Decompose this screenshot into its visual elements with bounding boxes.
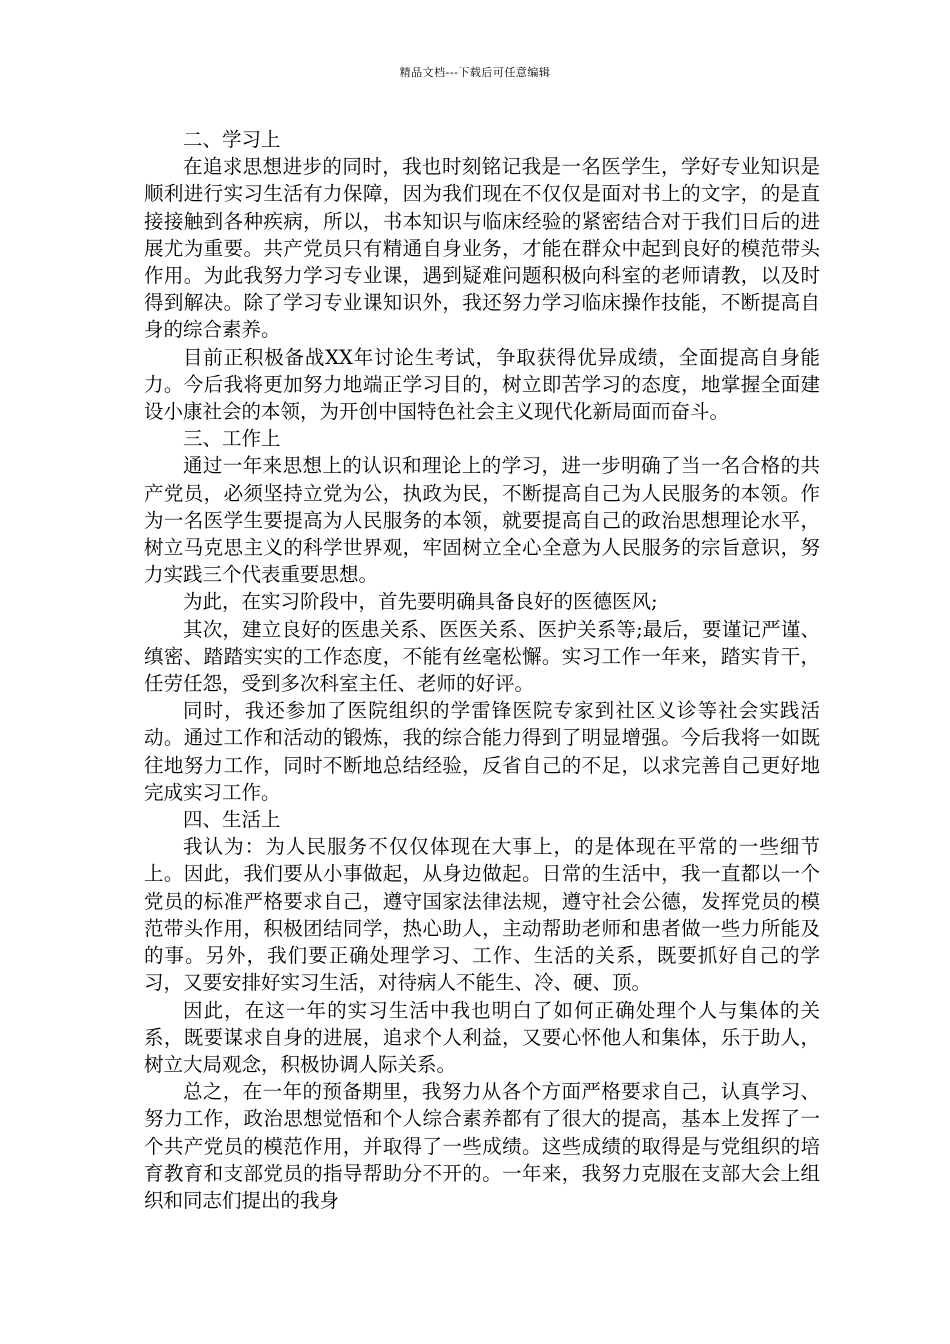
paragraph: 总之，在一年的预备期里，我努力从各个方面严格要求自己，认真学习、努力工作，政治思想觉悟和个人综合素养都有了很大的提高，基本上发挥了一个共产党员的模范作用，并取得了一些成绩。这些成绩的取得是与党组织的培育教育和支部党员的指导帮助分不开的。一年来，我努力克服在支部大会上组织和同志们提出的我身 bbox=[144, 1080, 820, 1212]
paragraph: 我认为：为人民服务不仅仅体现在大事上，的是体现在平常的一些细节上。因此，我们要从小事做起，从身边做起。日常的生活中，我一直都以一个党员的标准严格要求自己，遵守国家法律法规，遵守社会公德，发挥党员的模范带头作用，积极团结同学，热心助人，主动帮助老师和患者做一些力所能及的事。另外，我们要正确处理学习、工作、生活的关系，既要抓好自己的学习，又要安排好实习生活，对待病人不能生、冷、硬、顶。 bbox=[144, 835, 820, 995]
section-heading-study: 二、学习上 bbox=[183, 128, 281, 151]
paragraph: 同时，我还参加了医院组织的学雷锋医院专家到社区义诊等社会实践活动。通过工作和活动的锻炼，我的综合能力得到了明显增强。今后我将一如既往地努力工作，同时不断地总结经验，反省自己的不足，以求完善自己更好地完成实习工作。 bbox=[144, 699, 820, 804]
paragraph: 在追求思想进步的同时，我也时刻铭记我是一名医学生，学好专业知识是顺利进行实习生活有力保障，因为我们现在不仅仅是面对书上的文字，的是直接接触到各种疾病，所以，书本知识与临床经验的紧密结合对于我们日后的进展尤为重要。共产党员只有精通自身业务，才能在群众中起到良好的模范带头作用。为此我努力学习专业课，遇到疑难问题积极向科室的老师请教，以及时得到解决。除了学习专业课知识外，我还努力学习临床操作技能，不断提高自身的综合素养。 bbox=[144, 155, 820, 342]
paragraph: 目前正积极备战XX年讨论生考试，争取获得优异成绩，全面提高自身能力。今后我将更加努力地端正学习目的，树立即苦学习的态度，地掌握全面建设小康社会的本领，为开创中国特色社会主义现代化新局面而奋斗。 bbox=[144, 345, 820, 424]
section-heading-life: 四、生活上 bbox=[183, 808, 281, 832]
paragraph: 为此，在实习阶段中，首先要明确具备良好的医德医风; bbox=[183, 590, 658, 614]
paragraph: 通过一年来思想上的认识和理论上的学习，进一步明确了当一名合格的共产党员，必须坚持立党为公，执政为民，不断提高自己为人民服务的本领。作为一名医学生要提高为人民服务的本领，就要提高自己的政治思想理论水平，树立马克思主义的科学世界观，牢固树立全心全意为人民服务的宗旨意识，努力实践三个代表重要思想。 bbox=[144, 454, 820, 587]
paragraph: 因此，在这一年的实习生活中我也明白了如何正确处理个人与集体的关系，既要谋求自身的进展，追求个人利益，又要心怀他人和集体，乐于助人，树立大局观念，积极协调人际关系。 bbox=[144, 998, 820, 1076]
paragraph: 其次，建立良好的医患关系、医医关系、医护关系等;最后，要谨记严谨、缜密、踏踏实实的工作态度，不能有丝毫松懈。实习工作一年来，踏实肯干，任劳任怨，受到多次科室主任、老师的好评。 bbox=[144, 617, 820, 696]
document-body bbox=[144, 126, 820, 1214]
page-header: 精品文档---下载后可任意编辑 bbox=[399, 66, 551, 79]
section-heading-work: 三、工作上 bbox=[183, 427, 281, 451]
